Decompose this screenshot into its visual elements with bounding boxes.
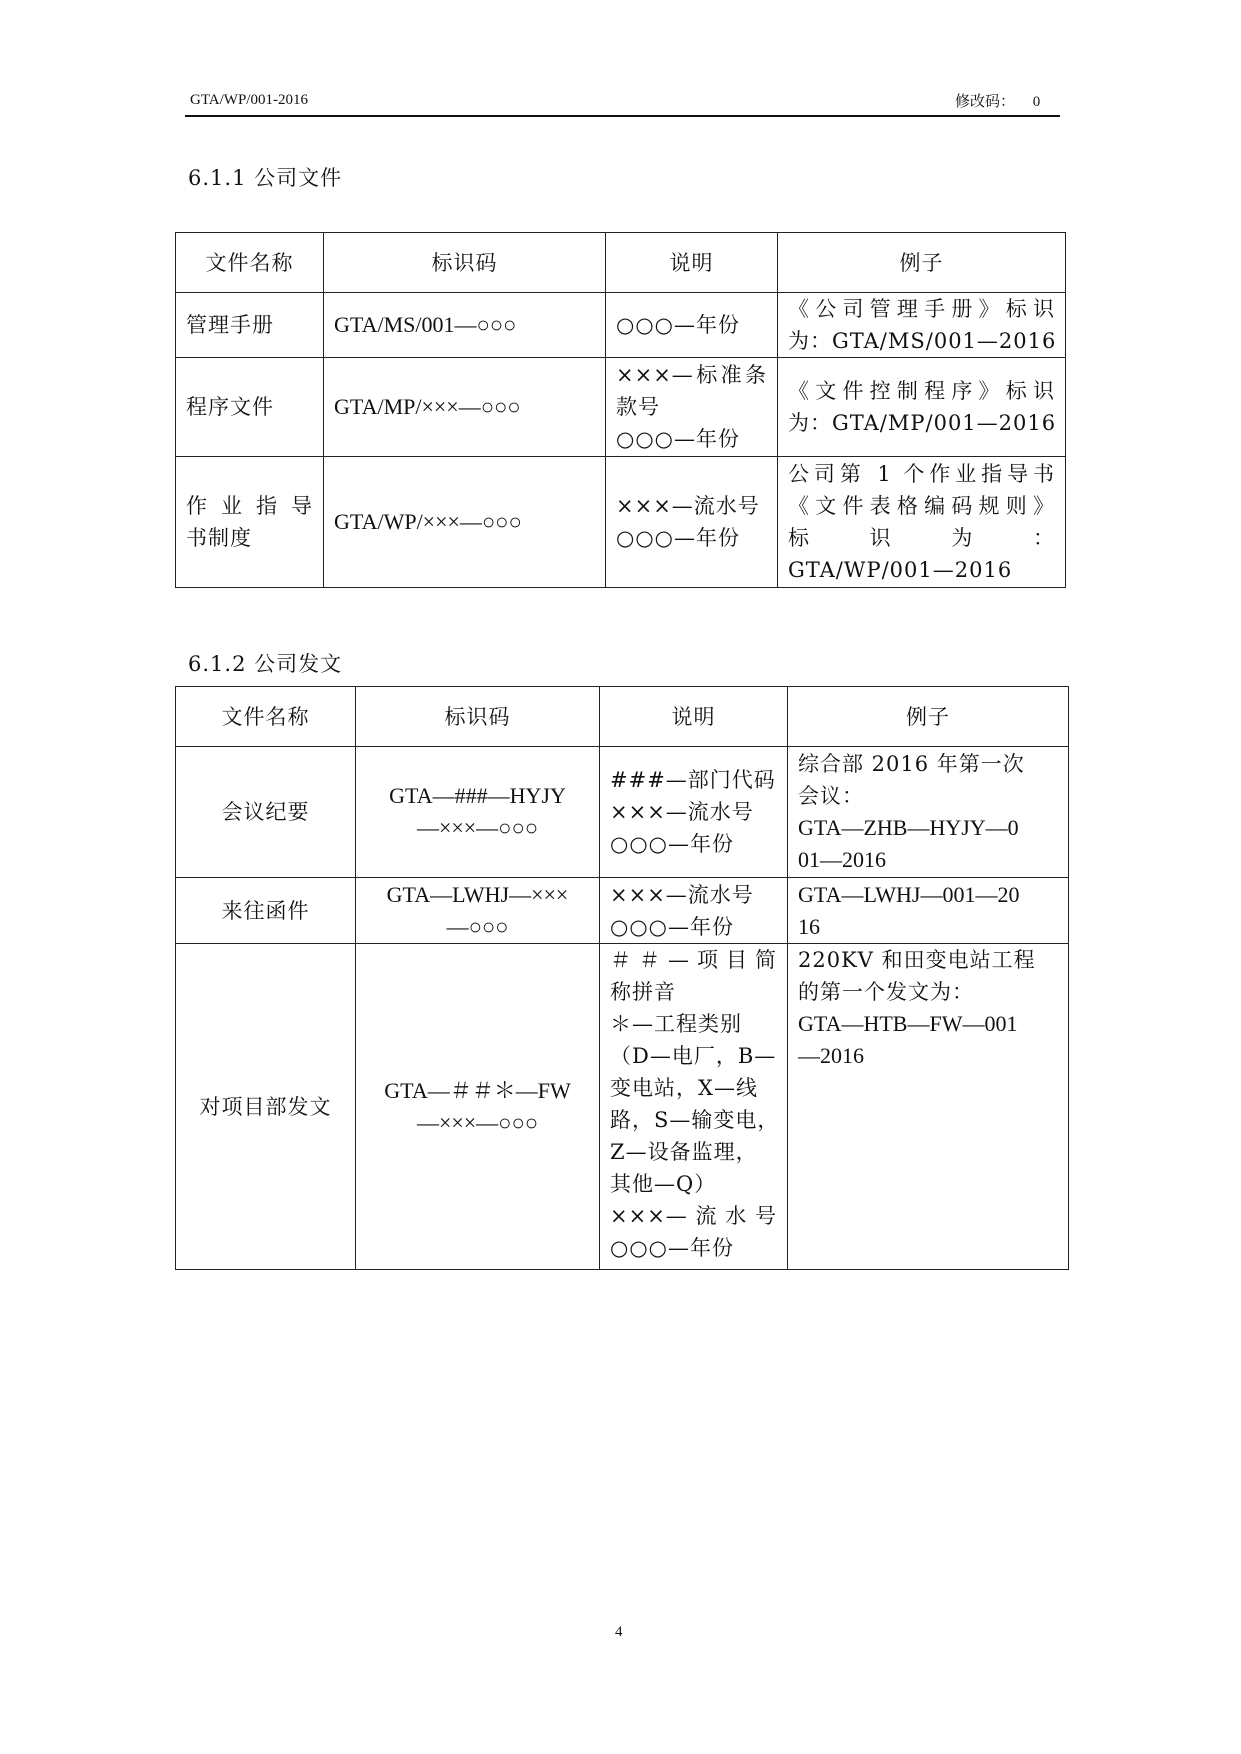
example-cell: 《公司管理手册》标识 为：GTA/MS/001—2016 <box>778 293 1066 358</box>
revision-value: 0 <box>1032 94 1041 110</box>
header-id-code: 标识码 <box>324 233 606 293</box>
section-title-2: 6.1.2 公司发文 <box>188 652 343 676</box>
file-name-cell: 管理手册 <box>176 293 324 358</box>
example-cell: 《文件控制程序》标识 为：GTA/MP/001—2016 <box>778 358 1066 457</box>
table-header-row <box>176 233 1066 293</box>
file-name-cell: 对项目部发文 <box>176 944 356 1270</box>
example-cell: 220KV 和田变电站工程 的第一个发文为： GTA—HTB—FW—001 —2016 <box>788 944 1069 1270</box>
company-dispatch-table <box>175 686 1069 1270</box>
header-description: 说明 <box>600 687 788 747</box>
example-cell: GTA—LWHJ—001—20 16 <box>788 878 1069 944</box>
revision-label: 修改码： <box>955 94 1016 110</box>
description-cell: ×××—标准条 款号 ○○○—年份 <box>606 358 778 457</box>
header-example: 例子 <box>788 687 1069 747</box>
header-file-name: 文件名称 <box>176 687 356 747</box>
id-code-cell: GTA/WP/×××—○○○ <box>324 457 606 588</box>
header-rule <box>185 115 1060 117</box>
description-cell: ×××—流水号 ○○○—年份 <box>606 457 778 588</box>
table-header-row <box>176 687 1069 747</box>
table-row <box>176 944 1069 1270</box>
header-description: 说明 <box>606 233 778 293</box>
example-cell: 综合部 2016 年第一次 会议： GTA—ZHB—HYJY—0 01—2016 <box>788 747 1069 878</box>
header-file-name: 文件名称 <box>176 233 324 293</box>
description-cell: ###—部门代码 ×××—流水号 ○○○—年份 <box>600 747 788 878</box>
table-row <box>176 293 1066 358</box>
file-name-cell: 作 业 指 导 书制度 <box>176 457 324 588</box>
header-id-code: 标识码 <box>356 687 600 747</box>
example-cell: 公司第 1 个作业指导书 《文件表格编码规则》 标 识 为 ： GTA/WP/001—2016 <box>778 457 1066 588</box>
page-number: 4 <box>615 1624 623 1640</box>
id-code-cell: GTA—LWHJ—××× —○○○ <box>356 878 600 944</box>
table-row <box>176 358 1066 457</box>
file-name-cell: 程序文件 <box>176 358 324 457</box>
id-code-cell: GTA—＃＃＊—FW —×××—○○○ <box>356 944 600 1270</box>
table-row <box>176 878 1069 944</box>
id-code-cell: GTA/MS/001—○○○ <box>324 293 606 358</box>
id-code-cell: GTA—###—HYJY —×××—○○○ <box>356 747 600 878</box>
table-row <box>176 747 1069 878</box>
file-name-cell: 来往函件 <box>176 878 356 944</box>
description-cell: ×××—流水号 ○○○—年份 <box>600 878 788 944</box>
file-name-cell: 会议纪要 <box>176 747 356 878</box>
company-documents-table <box>175 232 1066 588</box>
id-code-cell: GTA/MP/×××—○○○ <box>324 358 606 457</box>
document-code: GTA/WP/001-2016 <box>190 92 308 108</box>
header-example: 例子 <box>778 233 1066 293</box>
section-title-1: 6.1.1 公司文件 <box>188 166 343 190</box>
description-cell: ○○○—年份 <box>606 293 778 358</box>
description-cell: ＃＃—项目简 称拼音 ＊—工程类别 （D—电厂，B— 变电站，X—线 路，S—输变电， Z—设备监理， 其他—Q） ×××— 流 水 号 ○○○—年份 <box>600 944 788 1270</box>
table-row <box>176 457 1066 588</box>
revision-code <box>955 90 1040 111</box>
